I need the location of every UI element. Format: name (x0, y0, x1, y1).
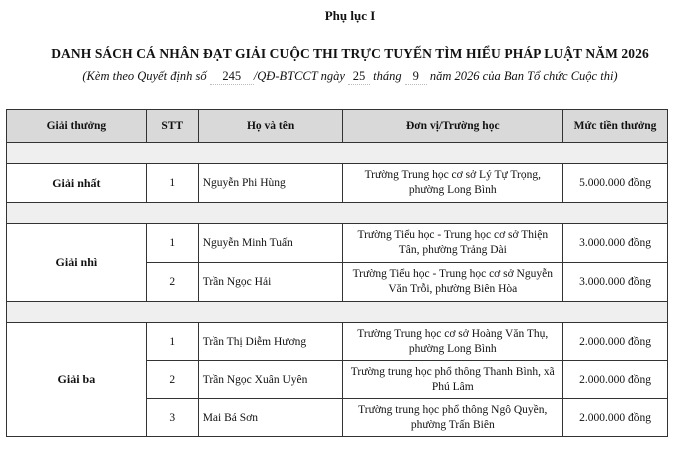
header-unit: Đơn vị/Trường học (343, 110, 563, 143)
header-prize: Giải thưởng (7, 110, 147, 143)
prize-first: Giải nhất (7, 164, 147, 203)
decision-reference (0, 69, 700, 85)
row-name: Trần Ngọc Hải (198, 263, 343, 302)
row-amount: 2.000.000 đồng (563, 323, 668, 361)
row-amount: 2.000.000 đồng (563, 361, 668, 399)
row-unit: Trường Trung học cơ sở Lý Tự Trọng, phường Long Bình (343, 164, 563, 203)
table-row (7, 164, 668, 203)
group-spacer (7, 203, 668, 224)
row-stt: 3 (146, 399, 198, 437)
row-amount: 3.000.000 đồng (563, 224, 668, 263)
row-amount: 2.000.000 đồng (563, 399, 668, 437)
row-stt: 2 (146, 263, 198, 302)
decision-number: 245 (210, 69, 254, 85)
table-row (7, 323, 668, 361)
awards-table (6, 109, 668, 437)
row-name: Nguyễn Phi Hùng (198, 164, 343, 203)
row-unit: Trường Tiểu học - Trung học cơ sở Thiện Tân, phường Trảng Dài (343, 224, 563, 263)
row-amount: 3.000.000 đồng (563, 263, 668, 302)
row-stt: 2 (146, 361, 198, 399)
row-stt: 1 (146, 164, 198, 203)
prize-third: Giải ba (7, 323, 147, 437)
row-amount: 5.000.000 đồng (563, 164, 668, 203)
row-name: Trần Ngọc Xuân Uyên (198, 361, 343, 399)
prize-second: Giải nhì (7, 224, 147, 302)
row-name: Trần Thị Diễm Hương (198, 323, 343, 361)
subtitle-suffix: năm 2026 của Ban Tổ chức Cuộc thi) (429, 69, 618, 83)
decision-day: 25 (348, 69, 370, 85)
row-unit: Trường trung học phổ thông Ngô Quyền, phường Trấn Biên (343, 399, 563, 437)
decision-month: 9 (405, 69, 427, 85)
row-name: Mai Bá Sơn (198, 399, 343, 437)
subtitle-prefix: (Kèm theo Quyết định số (82, 69, 207, 83)
document-title: DANH SÁCH CÁ NHÂN ĐẠT GIẢI CUỘC THI TRỰC TUYẾN TÌM HIỂU PHÁP LUẬT NĂM 2026 (51, 46, 649, 61)
row-name: Nguyễn Minh Tuấn (198, 224, 343, 263)
table-header-row (7, 110, 668, 143)
table-row (7, 224, 668, 263)
row-unit: Trường Trung học cơ sở Hoàng Văn Thụ, phường Long Bình (343, 323, 563, 361)
group-spacer (7, 143, 668, 164)
header-name: Họ và tên (198, 110, 343, 143)
header-stt: STT (146, 110, 198, 143)
row-unit: Trường Tiểu học - Trung học cơ sở Nguyễn Văn Trỗi, phường Biên Hòa (343, 263, 563, 302)
month-label: tháng (373, 69, 402, 83)
decision-code: /QĐ-BTCCT ngày (253, 69, 345, 83)
row-stt: 1 (146, 323, 198, 361)
appendix-label: Phụ lục I (324, 8, 376, 23)
row-stt: 1 (146, 224, 198, 263)
group-spacer (7, 302, 668, 323)
row-unit: Trường trung học phổ thông Thanh Bình, xã Phú Lâm (343, 361, 563, 399)
header-amount: Mức tiền thưởng (563, 110, 668, 143)
